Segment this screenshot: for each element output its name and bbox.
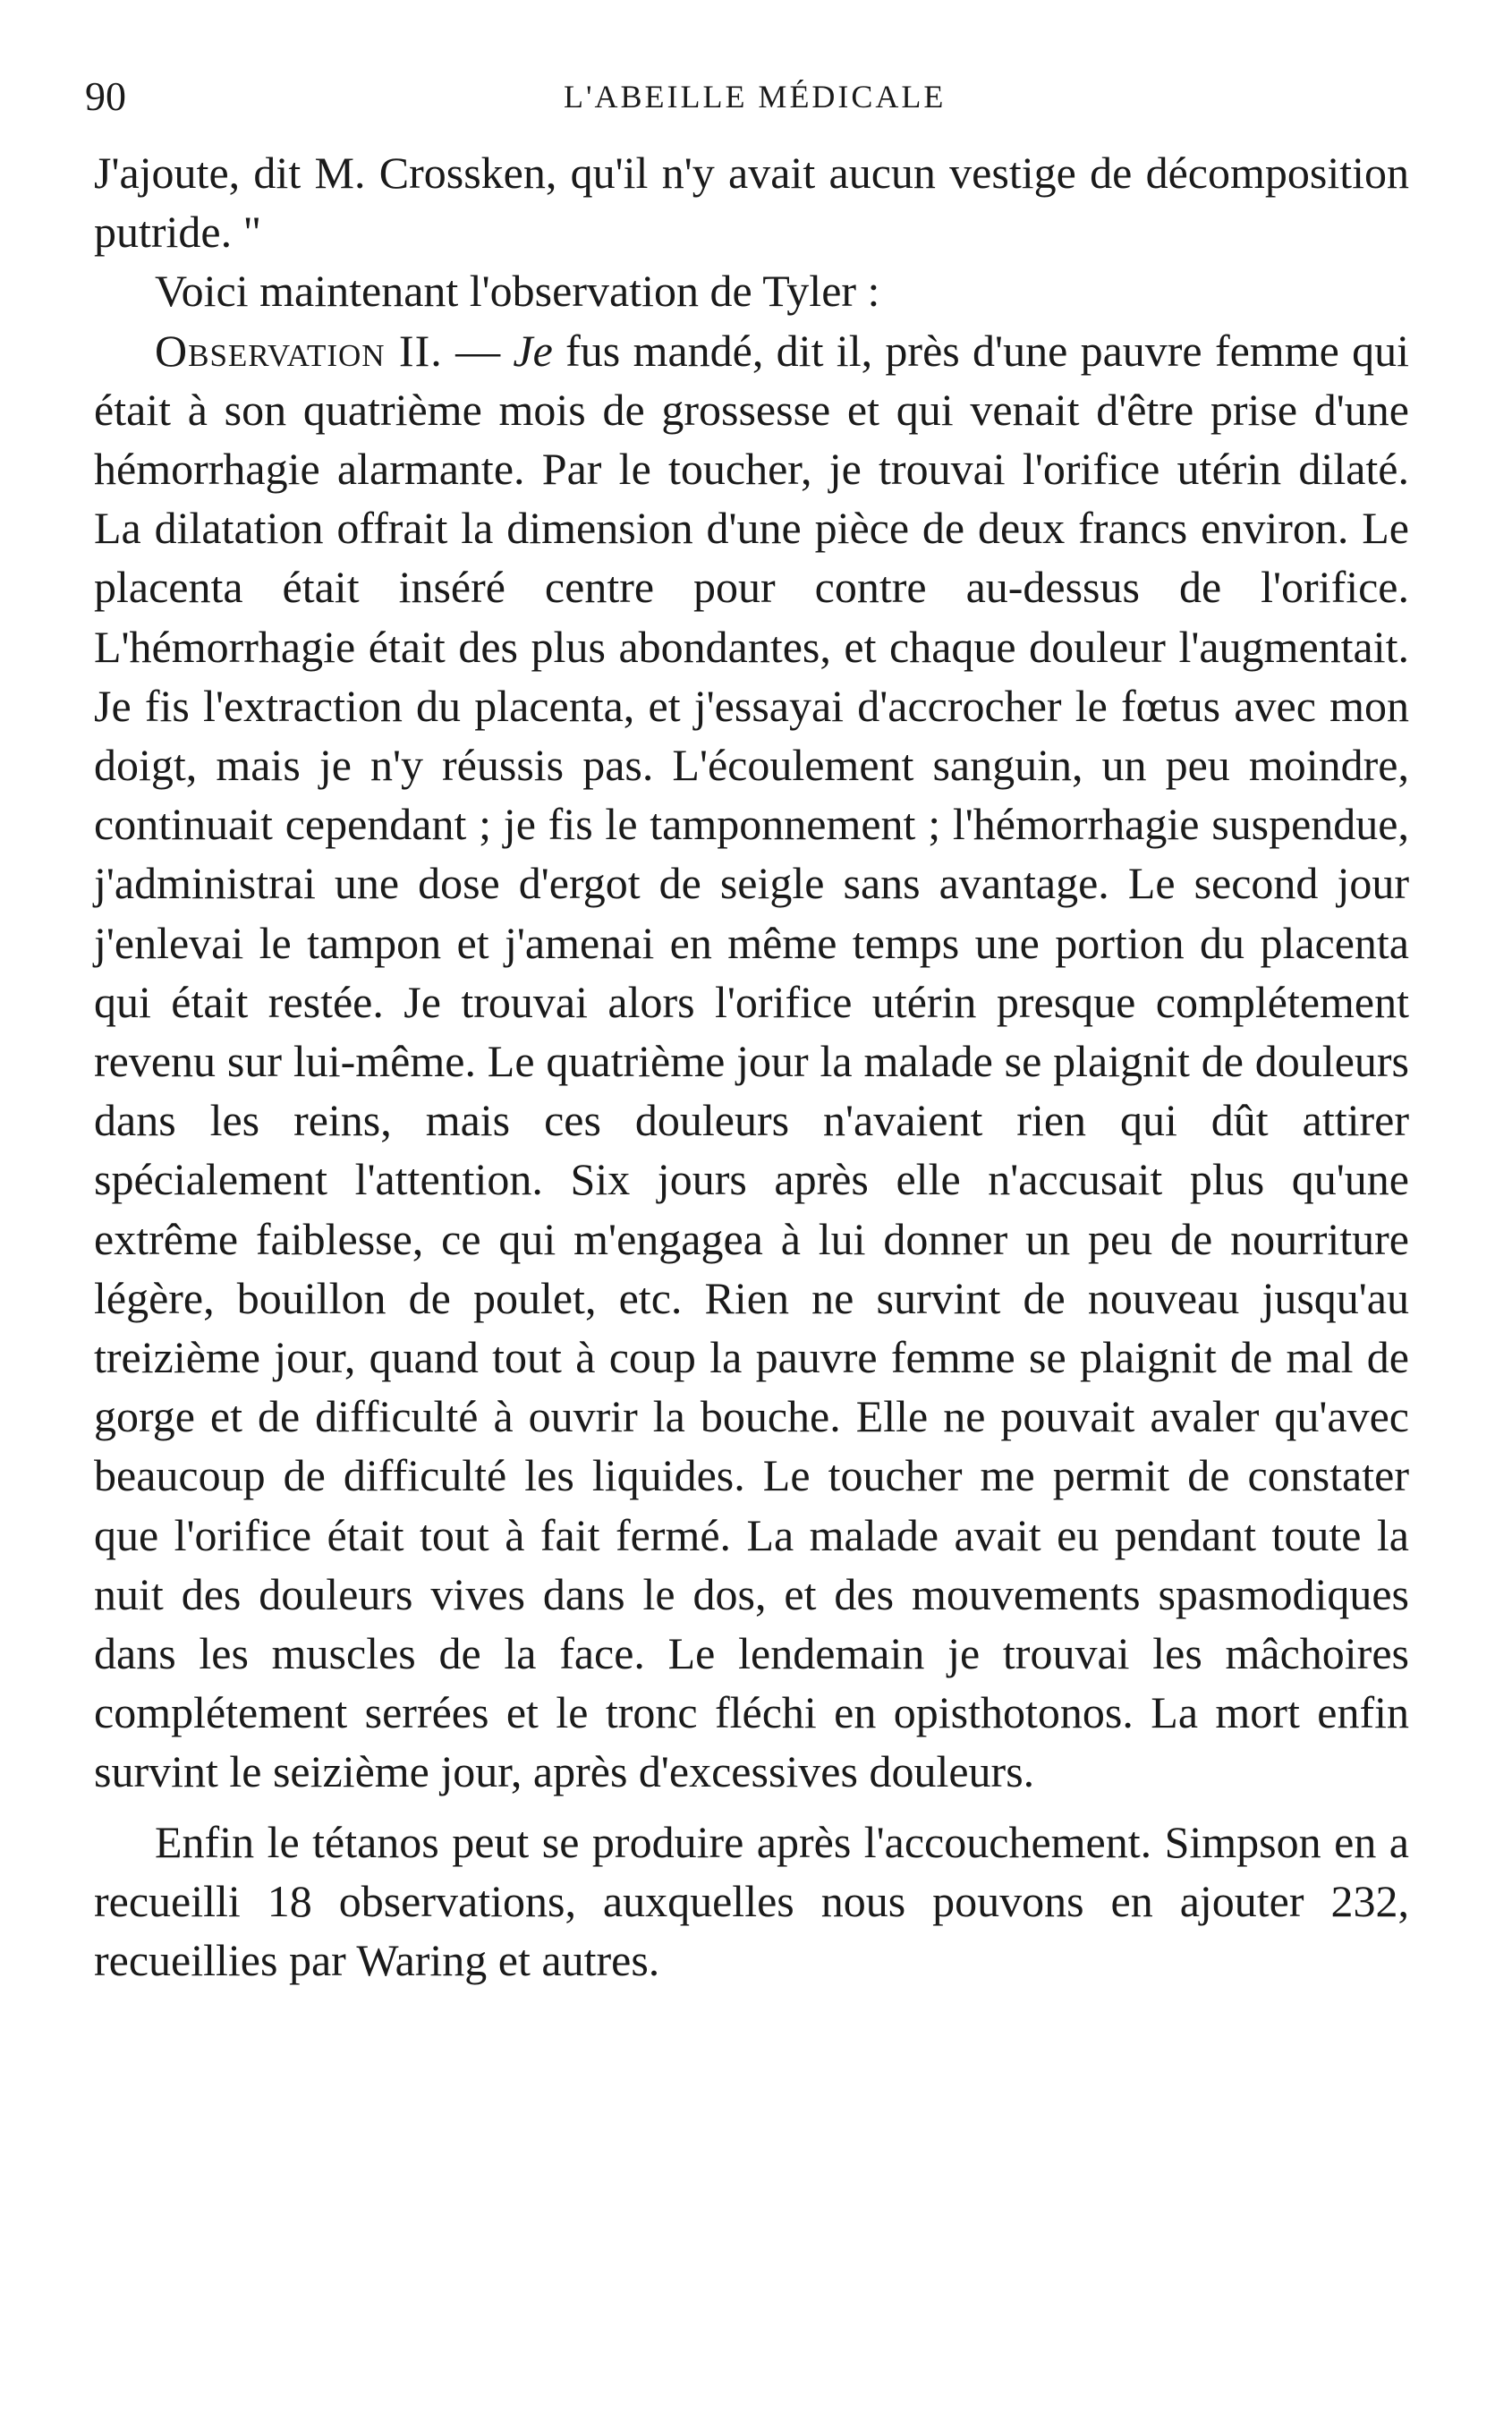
- running-title: L'ABEILLE MÉDICALE: [564, 79, 947, 115]
- paragraph-tetanos: Enfin le tétanos peut se produire après l'accouchement. Simpson en a recueilli 18 observations, auxquelles nous pouvons en ajouter 232, recueillies par Waring et autres.: [94, 1816, 1409, 1986]
- paragraph-observation: [94, 321, 1409, 1802]
- observation-first-word: Je: [513, 325, 553, 376]
- page-number: 90: [85, 73, 126, 119]
- observation-dash: —: [442, 325, 514, 376]
- observation-text: fus mandé, dit il, près d'une pauvre femme qui était à son quatrième mois de grossesse et qui venait d'être prise d'une hémorrhagie alarmante. Par le toucher, je trouvai l'orifice utérin dilaté. La dilatation offrait la dimension d'une pièce de deux francs environ. Le placenta était inséré centre pour contre au-dessus de l'orifice. L'hémorrhagie était des plus abondantes, et chaque douleur l'augmentait. Je fis l'extraction du placenta, et j'essayai d'accrocher le fœtus avec mon doigt, mais je n'y réussis pas. L'écoulement sanguin, un peu moindre, continuait cependant ; je fis le tamponnement ; l'hémorrhagie suspendue, j'administrai une dose d'ergot de seigle sans avantage. Le second jour j'enlevai le tampon et j'amenai en même temps une portion du placenta qui était restée. Je trouvai alors l'orifice utérin presque complétement revenu sur lui-même. Le quatrième jour la malade se plaignit de douleurs dans les reins, mais ces douleurs n'avaient rien qui dût attirer spécialement l'attention. Six jours après elle n'accusait plus qu'une extrême faiblesse, ce qui m'engagea à lui donner un peu de nourriture légère, bouillon de poulet, etc. Rien ne survint de nouveau jusqu'au treizième jour, quand tout à coup la pauvre femme se plaignit de mal de gorge et de difficulté à ouvrir la bouche. Elle ne pouvait avaler qu'avec beaucoup de difficulté les liquides. Le toucher me permit de constater que l'orifice était tout à fait fermé. La malade avait eu pendant toute la nuit des douleurs vives dans le dos, et des mouvements spasmodiques dans les muscles de la face. Le lendemain je trouvai les mâchoires complétement serrées et le tronc fléchi en opisthotonos. La mort enfin survint le seizième jour, après d'excessives douleurs.: [94, 325, 1410, 1797]
- body-text: [94, 143, 1409, 1990]
- paragraph-intro-tyler: Voici maintenant l'observation de Tyler :: [155, 266, 880, 317]
- running-head: [85, 70, 1427, 123]
- observation-label: Observation II.: [155, 325, 443, 376]
- paragraph-quote-end: J'ajoute, dit M. Crossken, qu'il n'y avait aucun vestige de décomposition putride. ": [94, 148, 1409, 258]
